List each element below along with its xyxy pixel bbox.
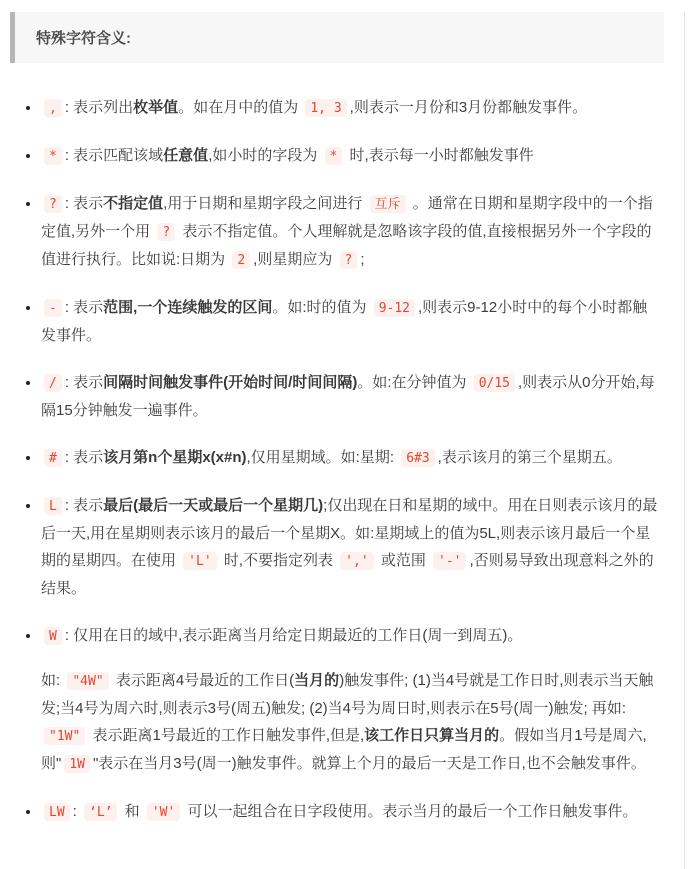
text-run: )触发事件; (1)当4号就是工作日时,则表示当天触发;当4号为周六时,则表示3号(周五)触发; (2)当4号为周日时,则表示在5号(周一)触发; 再如: bbox=[41, 672, 654, 717]
inline-code: ? bbox=[340, 251, 358, 269]
inline-code: LW bbox=[44, 803, 70, 821]
text-run: 。假如当月1号是周六,则" bbox=[41, 727, 647, 772]
text-run: 。如:在分钟值为 bbox=[357, 374, 471, 391]
inline-code: 9-12 bbox=[374, 299, 415, 317]
text-run: ,仅用星期域。如:星期: bbox=[246, 449, 399, 466]
text-run: 可以一起组合在日字段使用。表示当月的最后一个工作日触发事件。 bbox=[183, 803, 638, 820]
text-run: ,则表示一月份和3月份都触发事件。 bbox=[349, 99, 588, 116]
list-item bbox=[41, 94, 662, 122]
document-page bbox=[0, 12, 690, 869]
inline-code: "4W" bbox=[67, 672, 108, 690]
bold-text: 该工作日只算当月的 bbox=[364, 727, 500, 744]
list-item bbox=[41, 142, 662, 170]
bold-text: 最后(最后一天或最后一个星期几) bbox=[103, 497, 324, 514]
paragraph bbox=[41, 667, 662, 778]
text-run: ,则星期应为 bbox=[253, 251, 337, 268]
bold-text: 当月的 bbox=[294, 672, 340, 689]
text-run: 表示距离1号最近的工作日触发事件,但是, bbox=[88, 727, 365, 744]
text-run: 。如:时的值为 bbox=[272, 299, 371, 316]
inline-code: 互斥 bbox=[370, 195, 406, 213]
note-blockquote bbox=[10, 12, 664, 63]
list-item bbox=[41, 369, 662, 424]
paragraph bbox=[41, 492, 662, 602]
text-run: 。通常在日期和星期字段中的一个指定值,另外一个用 bbox=[41, 195, 653, 240]
bold-text: 间隔时间触发事件(开始时间/时间间隔) bbox=[103, 374, 358, 391]
text-run: ,否则易导致出现意料之外的结果。 bbox=[41, 552, 654, 597]
bold-text: 不指定值 bbox=[103, 195, 164, 212]
paragraph bbox=[41, 369, 662, 424]
inline-code: * bbox=[44, 147, 62, 165]
text-run: : 仅用在日的域中,表示距离当月给定日期最近的工作日(周一到周五)。 bbox=[64, 627, 523, 644]
text-run: ,则表示从0分开始,每隔15分钟触发一遍事件。 bbox=[41, 374, 655, 419]
bold-text: 范围,一个连续触发的区间 bbox=[103, 299, 273, 316]
inline-code: ? bbox=[157, 223, 175, 241]
paragraph bbox=[41, 444, 662, 472]
text-run: ,则表示9-12小时中的每个小时都触发事件。 bbox=[41, 299, 648, 344]
paragraph bbox=[41, 190, 662, 274]
text-run: ,用于日期和星期字段之间进行 bbox=[163, 195, 367, 212]
inline-code: "1W" bbox=[44, 727, 85, 745]
text-run: ;仅出现在日和星期的域中。用在日则表示该月的最后一天,用在星期则表示该月的最后一个星期X。如:星期域上的值为5L,则表示该月最后一个星期的星期四。在使用 bbox=[41, 497, 658, 569]
inline-code: 1W bbox=[64, 755, 90, 773]
text-run: : 表示列出 bbox=[64, 99, 134, 116]
text-run: : bbox=[72, 803, 81, 820]
paragraph bbox=[41, 622, 662, 650]
inline-code: 2 bbox=[232, 251, 250, 269]
text-run: 和 bbox=[120, 803, 144, 820]
inline-code: 0/15 bbox=[474, 374, 515, 392]
list-item bbox=[41, 798, 662, 826]
list-item bbox=[41, 190, 662, 274]
text-run: : 表示匹配该域 bbox=[64, 147, 164, 164]
text-run: : 表示 bbox=[64, 497, 104, 514]
inline-code: ',' bbox=[340, 552, 373, 570]
text-run: : 表示 bbox=[64, 195, 104, 212]
special-char-list bbox=[0, 94, 662, 826]
text-run: 表示不指定值。个人理解就是忽略该字段的值,直接根据另外一个字段的值进行执行。比如说:日期为 bbox=[41, 223, 652, 268]
bold-text: 枚举值 bbox=[133, 99, 179, 116]
text-run: 。如在月中的值为 bbox=[178, 99, 303, 116]
page-right-divider bbox=[684, 12, 685, 869]
inline-code: 6#3 bbox=[401, 449, 434, 467]
text-run: ,表示该月的第三个星期五。 bbox=[437, 449, 622, 466]
inline-code: 1, 3 bbox=[305, 99, 346, 117]
inline-code: # bbox=[44, 449, 62, 467]
paragraph bbox=[41, 798, 662, 826]
inline-code: ‘L’ bbox=[84, 803, 117, 821]
paragraph bbox=[41, 142, 662, 170]
inline-code: 'L' bbox=[183, 552, 216, 570]
paragraph bbox=[41, 94, 662, 122]
inline-code: * bbox=[325, 147, 343, 165]
list-item bbox=[41, 294, 662, 349]
inline-code: W bbox=[44, 627, 62, 645]
inline-code: L bbox=[44, 497, 62, 515]
text-run: : 表示 bbox=[64, 449, 104, 466]
text-run: ,如小时的字段为 bbox=[208, 147, 322, 164]
text-run: : 表示 bbox=[64, 374, 104, 391]
text-run: 时,表示每一小时都触发事件 bbox=[345, 147, 534, 164]
text-run: 表示距离4号最近的工作日( bbox=[111, 672, 295, 689]
inline-code: , bbox=[44, 99, 62, 117]
bold-text: 任意值 bbox=[163, 147, 209, 164]
text-run: 时,不要指定列表 bbox=[219, 552, 338, 569]
list-item bbox=[41, 492, 662, 602]
text-run: ; bbox=[360, 251, 365, 268]
section-title: 特殊字符含义: bbox=[36, 30, 131, 47]
inline-code: '-' bbox=[433, 552, 466, 570]
list-item bbox=[41, 444, 662, 472]
list-item bbox=[41, 622, 662, 778]
bold-text: 该月第n个星期x(x#n) bbox=[103, 449, 247, 466]
inline-code: 'W' bbox=[147, 803, 180, 821]
inline-code: / bbox=[44, 374, 62, 392]
inline-code: - bbox=[44, 299, 62, 317]
text-run: "表示在当月3号(周一)触发事件。就算上个月的最后一天是工作日,也不会触发事件。 bbox=[92, 755, 646, 772]
paragraph bbox=[41, 294, 662, 349]
text-run: 如: bbox=[41, 672, 65, 689]
inline-code: ? bbox=[44, 195, 62, 213]
text-run: : 表示 bbox=[64, 299, 104, 316]
text-run: 或范围 bbox=[376, 552, 430, 569]
